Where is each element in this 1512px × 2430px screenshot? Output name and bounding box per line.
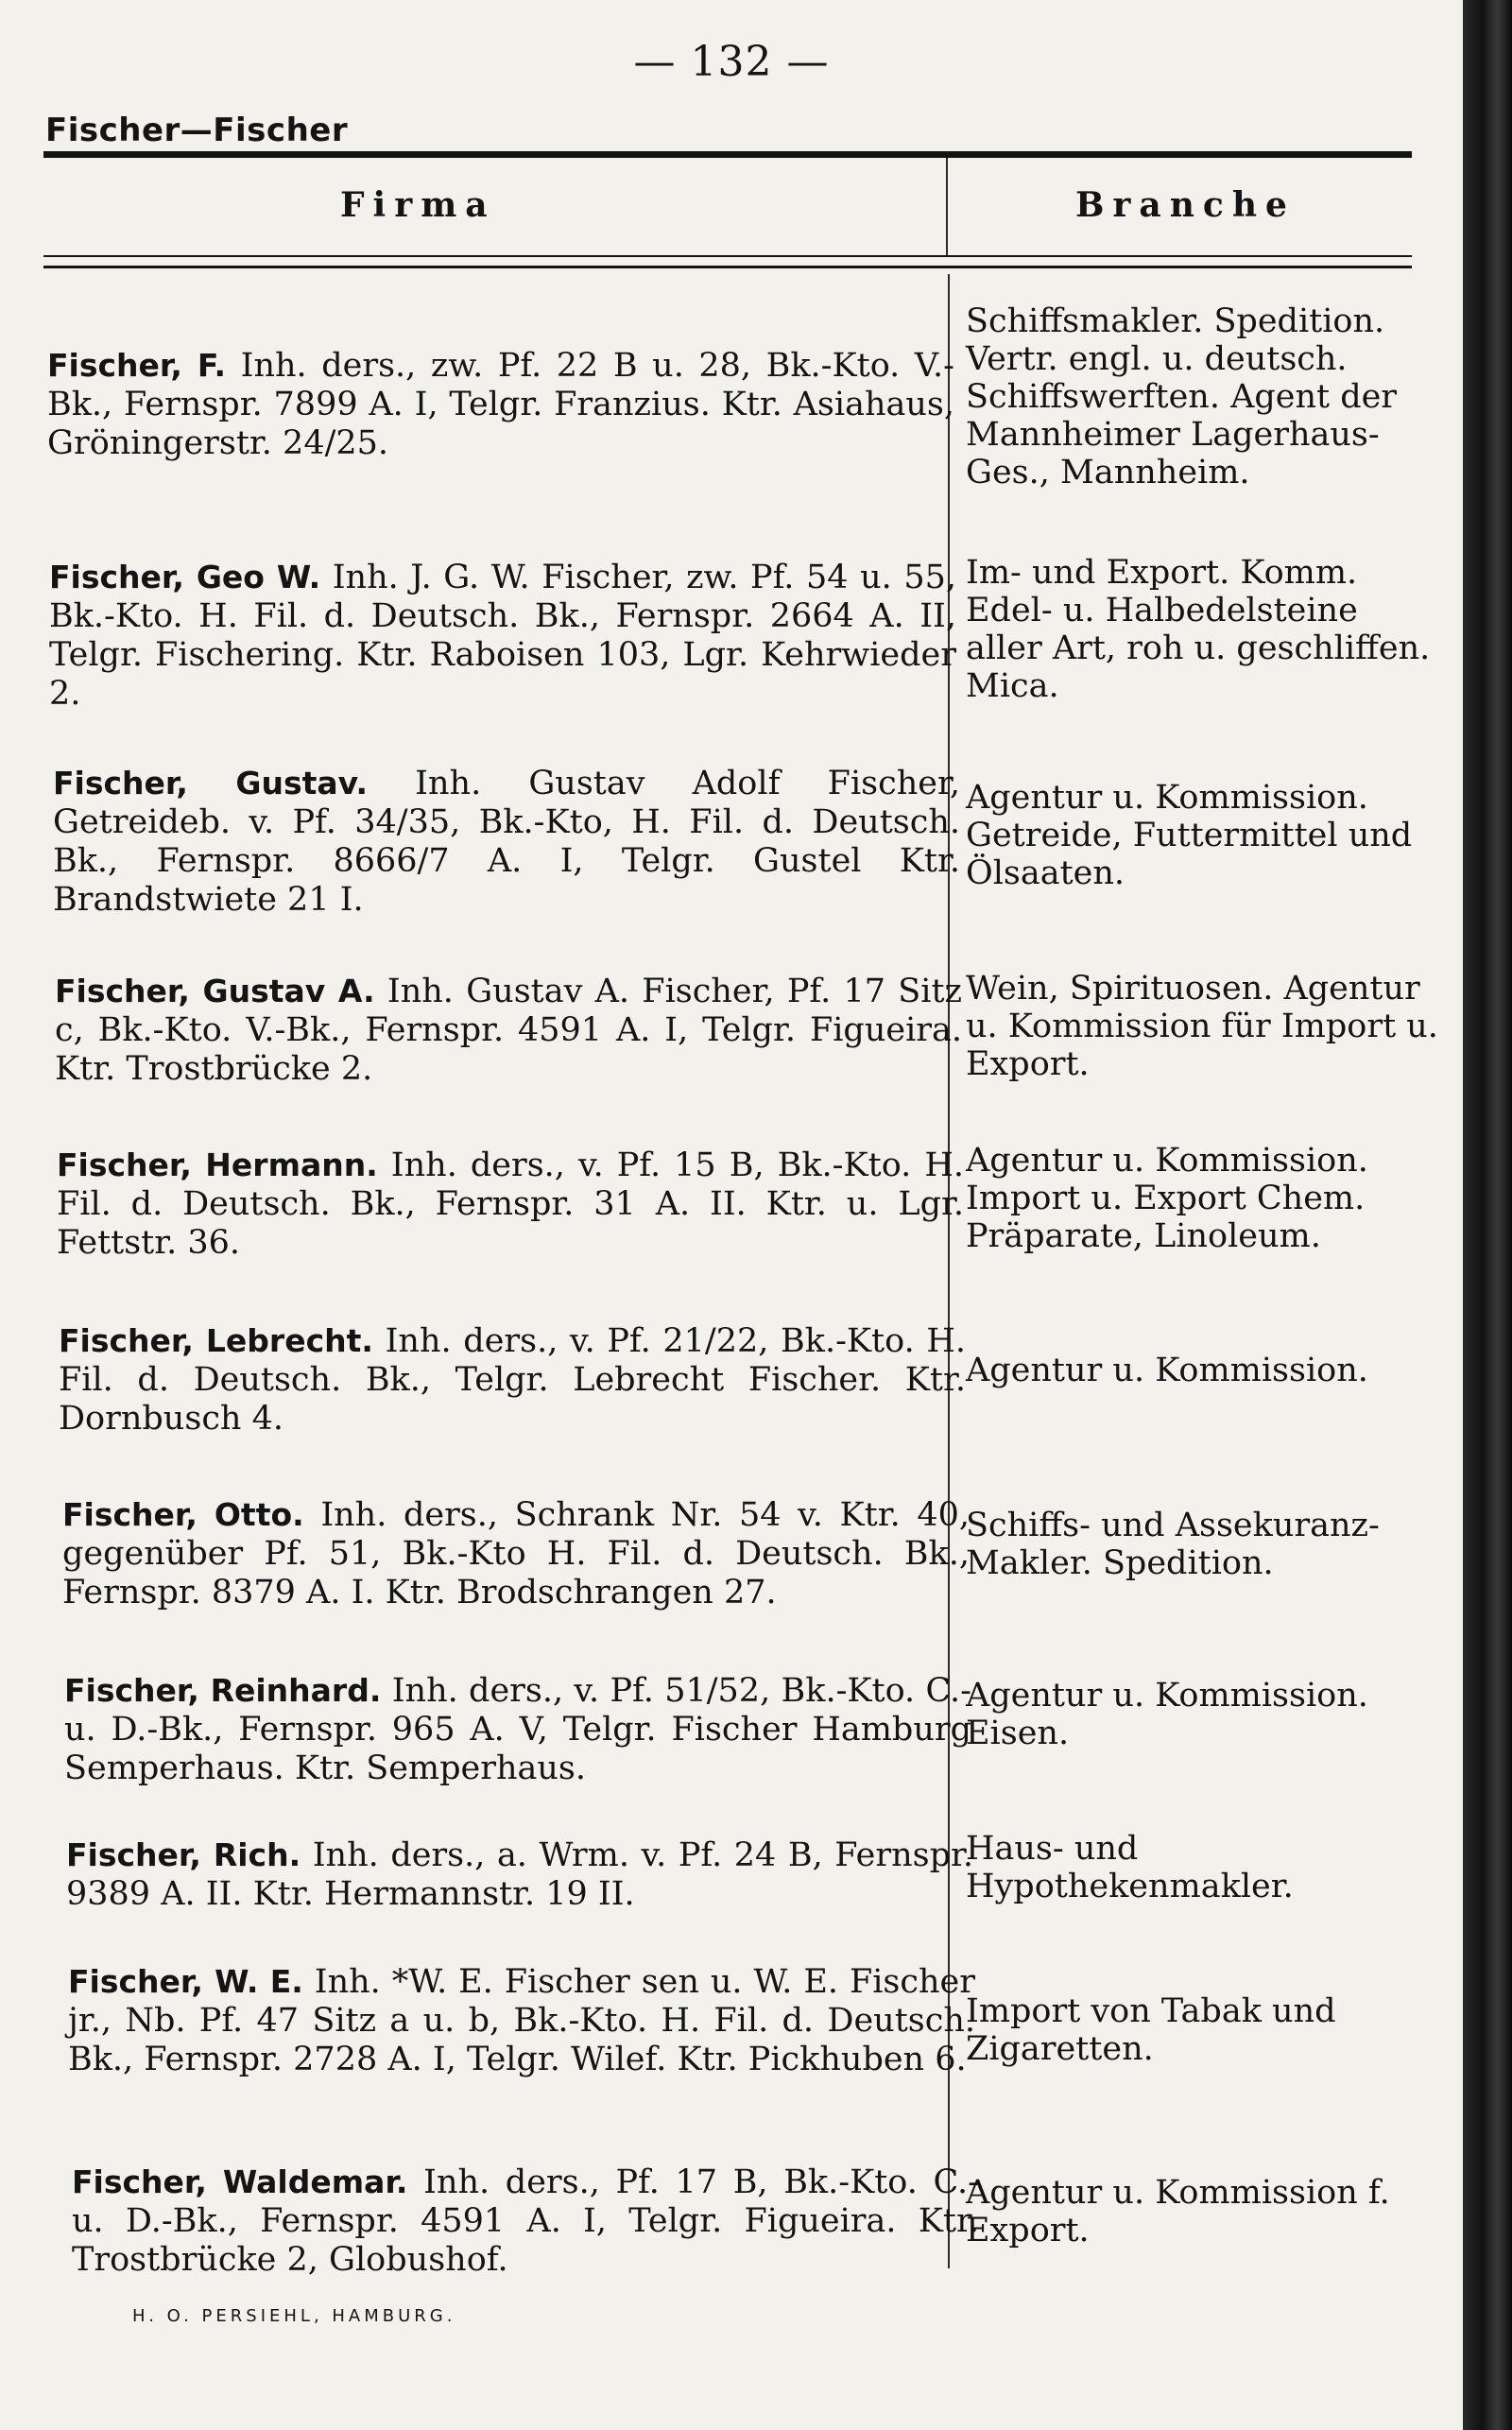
firm-details: Inh. Gustav Adolf Fischer, Getreideb. v. Pf. 34/35, Bk.-Kto, H. Fil. d. Deutsch. Bk., Fernspr. 8666/7 A. I, Telgr. Gustel Ktr. Brandstwiete 21 I. bbox=[53, 765, 960, 919]
firma-cell bbox=[49, 558, 956, 714]
header-double-rule-bottom bbox=[43, 266, 1412, 268]
firma-cell bbox=[66, 1835, 973, 1914]
firm-details: Inh. *W. E. Fischer sen u. W. E. Fischer jr., Nb. Pf. 47 Sitz a u. b, Bk.-Kto. H. Fil. d. Deutsch. Bk., Fernspr. 2728 A. I, Telgr. Wilef. Ktr. Pickhuben 6. bbox=[68, 1963, 975, 2078]
firm-details: Inh. ders., zw. Pf. 22 B u. 28, Bk.-Kto. V.-Bk., Fernspr. 7899 A. I, Telgr. Franzius. Ktr. Asiahaus, Gröningerstr. 24/25. bbox=[47, 347, 954, 462]
firma-cell bbox=[59, 1321, 966, 1439]
firm-details: Inh. ders., Pf. 17 B, Bk.-Kto. C.- u. D.-Bk., Fernspr. 4591 A. I, Telgr. Figueira. Ktr. Trostbrücke 2, Globushof. bbox=[72, 2163, 979, 2279]
printer-imprint: H. O. PERSIEHL, HAMBURG. bbox=[132, 2306, 456, 2326]
firm-details: Inh. J. G. W. Fischer, zw. Pf. 54 u. 55, Bk.-Kto. H. Fil. d. Deutsch. Bk., Fernspr. 2664 A. II, Telgr. Fischering. Ktr. Raboisen 103, Lgr. Kehrwieder 2. bbox=[49, 559, 956, 713]
firma-cell bbox=[47, 346, 954, 463]
firm-name: Fischer, Waldemar. bbox=[72, 2163, 408, 2200]
branche-cell: Wein, Spirituosen. Agentur u. Kommission für Import u. Export. bbox=[966, 970, 1438, 1083]
column-divider-header bbox=[946, 158, 948, 255]
branche-cell: Schiffs- und Assekuranz-Makler. Spedition. bbox=[966, 1507, 1380, 1582]
firma-cell bbox=[53, 764, 960, 920]
firm-name: Fischer, Geo W. bbox=[49, 559, 321, 595]
firm-name: Fischer, Reinhard. bbox=[64, 1672, 382, 1709]
firm-name: Fischer, Gustav. bbox=[53, 765, 369, 801]
firm-name: Fischer, Rich. bbox=[66, 1836, 301, 1873]
header-rule bbox=[43, 151, 1412, 158]
firm-name: Fischer, Otto. bbox=[62, 1496, 304, 1533]
running-head: Fischer—Fischer bbox=[45, 112, 349, 149]
firm-details: Inh. ders., a. Wrm. v. Pf. 24 B, Fernspr. 9389 A. II. Ktr. Hermannstr. 19 II. bbox=[66, 1836, 973, 1913]
page-edge bbox=[1463, 0, 1512, 2430]
column-header-firma: Firma bbox=[340, 185, 496, 225]
branche-cell: Agentur u. Kommission. Eisen. bbox=[966, 1677, 1368, 1752]
firm-details: Inh. ders., v. Pf. 21/22, Bk.-Kto. H. Fil. d. Deutsch. Bk., Telgr. Lebrecht Fischer. Ktr. Dornbusch 4. bbox=[59, 1322, 966, 1438]
firm-details: Inh. ders., v. Pf. 51/52, Bk.-Kto. C.- u. D.-Bk., Fernspr. 965 A. V, Telgr. Fischer Hamburg Semperhaus. Ktr. Semperhaus. bbox=[64, 1672, 971, 1787]
firma-cell bbox=[57, 1146, 964, 1263]
firm-name: Fischer, W. E. bbox=[68, 1963, 303, 2000]
branche-cell: Agentur u. Kommission. Import u. Export Chem. Präparate, Linoleum. bbox=[966, 1142, 1368, 1255]
firma-cell bbox=[72, 2163, 979, 2280]
branche-cell: Agentur u. Kommission. Getreide, Futtermittel und Ölsaaten. bbox=[966, 779, 1413, 892]
header-double-rule-top bbox=[43, 255, 1412, 257]
branche-cell: Schiffsmakler. Spedition. Vertr. engl. u. deutsch. Schiffswerften. Agent der Mannheimer Lagerhaus-Ges., Mannheim. bbox=[966, 302, 1398, 491]
firma-cell bbox=[62, 1495, 970, 1612]
firm-name: Fischer, Lebrecht. bbox=[59, 1322, 373, 1359]
page-number: — 132 — bbox=[633, 38, 830, 86]
firm-details: Inh. ders., v. Pf. 15 B, Bk.-Kto. H. Fil. d. Deutsch. Bk., Fernspr. 31 A. II. Ktr. u. Lgr. Fettstr. 36. bbox=[57, 1146, 964, 1262]
branche-cell: Agentur u. Kommission f. Export. bbox=[966, 2174, 1390, 2249]
firma-cell bbox=[55, 972, 962, 1089]
firm-name: Fischer, Hermann. bbox=[57, 1146, 378, 1183]
firma-cell bbox=[68, 1962, 975, 2079]
firm-name: Fischer, Gustav A. bbox=[55, 973, 375, 1009]
column-header-branche: Branche bbox=[1075, 185, 1296, 225]
firm-details: Inh. ders., Schrank Nr. 54 v. Ktr. 40, gegenüber Pf. 51, Bk.-Kto H. Fil. d. Deutsch. Bk., Fernspr. 8379 A. I. Ktr. Brodschrangen 27. bbox=[62, 1496, 970, 1611]
branche-cell: Import von Tabak und Zigaretten. bbox=[966, 1992, 1336, 2068]
branche-cell: Haus- und Hypothekenmakler. bbox=[966, 1830, 1294, 1905]
firm-details: Inh. Gustav A. Fischer, Pf. 17 Sitz c, Bk.-Kto. V.-Bk., Fernspr. 4591 A. I, Telgr. Figueira. Ktr. Trostbrücke 2. bbox=[55, 973, 962, 1088]
firm-name: Fischer, F. bbox=[47, 347, 227, 384]
branche-cell: Im- und Export. Komm. Edel- u. Halbedelsteine aller Art, roh u. geschliffen. Mica. bbox=[966, 554, 1431, 705]
firma-cell bbox=[64, 1671, 971, 1788]
branche-cell: Agentur u. Kommission. bbox=[966, 1352, 1368, 1389]
